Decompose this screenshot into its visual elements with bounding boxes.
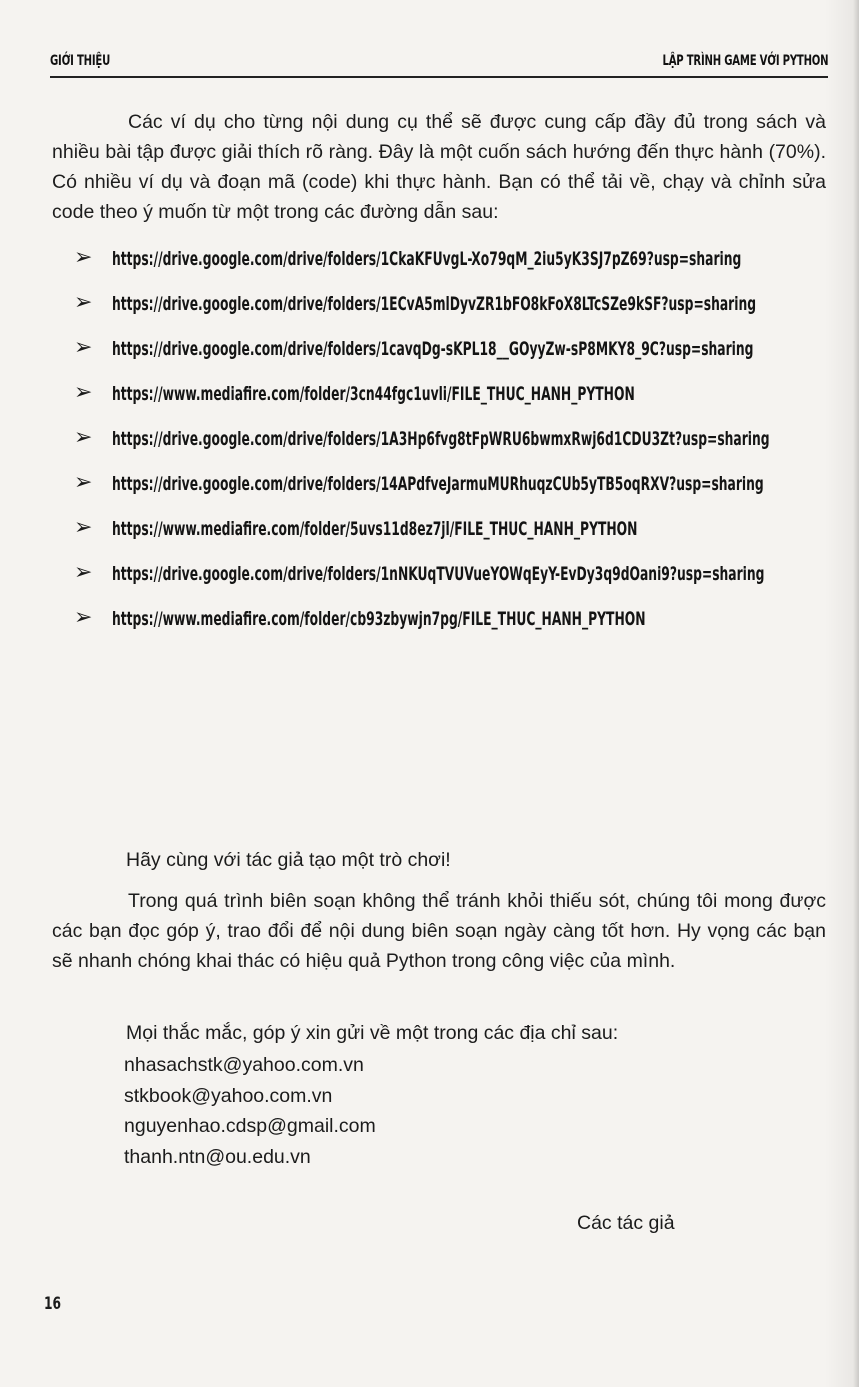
page-edge-shadow — [853, 0, 859, 1387]
link-item — [74, 603, 834, 635]
arrow-bullet-icon: ➢ — [74, 379, 93, 404]
download-link[interactable]: https://www.mediafire.com/folder/5uvs11d8ez7jl/FILE_THUC_HANH_PYTHON — [112, 518, 638, 540]
author-signature: Các tác giả — [577, 1212, 675, 1234]
arrow-bullet-icon: ➢ — [74, 559, 93, 584]
contact-email[interactable]: thanh.ntn@ou.edu.vn — [124, 1145, 311, 1168]
download-link[interactable]: https://drive.google.com/drive/folders/14APdfveJarmuMURhuqzCUb5yTB5oqRXV?usp=sharing — [112, 473, 764, 495]
link-item — [74, 378, 834, 410]
contact-email[interactable]: nguyenhao.cdsp@gmail.com — [124, 1115, 376, 1137]
arrow-bullet-icon: ➢ — [74, 289, 93, 314]
running-header — [50, 50, 828, 78]
download-link[interactable]: https://www.mediafire.com/folder/3cn44fgc1uvli/FILE_THUC_HANH_PYTHON — [112, 383, 635, 405]
download-link[interactable]: https://drive.google.com/drive/folders/1A3Hp6fvg8tFpWRU6bwmxRwj6d1CDU3Zt?usp=sharing — [112, 428, 770, 450]
link-item — [74, 423, 834, 455]
closing-line: Hãy cùng với tác giả tạo một trò chơi! — [126, 849, 451, 871]
arrow-bullet-icon: ➢ — [74, 514, 93, 539]
link-item — [74, 243, 834, 275]
arrow-bullet-icon: ➢ — [74, 334, 93, 359]
download-link[interactable]: https://drive.google.com/drive/folders/1cavqDg-sKPL18__GOyyZw-sP8MKY8_9C?usp=sharing — [112, 338, 754, 360]
arrow-bullet-icon: ➢ — [74, 604, 93, 629]
download-link[interactable]: https://drive.google.com/drive/folders/1CkaKFUvgL-Xo79qM_2iu5yK3SJ7pZ69?usp=sharing — [112, 248, 742, 270]
feedback-paragraph: Trong quá trình biên soạn không thể tránh khỏi thiếu sót, chúng tôi mong được các bạn đọc góp ý, trao đổi để nội dung biên soạn ngày càng tốt hơn. Hy vọng các bạn sẽ nhanh chóng khai thác có hiệu quả Python trong công việc của mình. — [52, 890, 826, 972]
link-item — [74, 468, 834, 500]
link-item — [74, 288, 834, 320]
link-item — [74, 513, 834, 545]
contact-email[interactable]: nhasachstk@yahoo.com.vn — [124, 1054, 364, 1076]
download-link[interactable]: https://drive.google.com/drive/folders/1ECvA5mlDyvZR1bFO8kFoX8LTcSZe9kSF?usp=sharing — [112, 293, 757, 315]
contact-list — [124, 1050, 376, 1172]
header-book-title: LẬP TRÌNH GAME VỚI PYTHON — [662, 53, 828, 69]
intro-paragraph: Các ví dụ cho từng nội dung cụ thể sẽ được cung cấp đầy đủ trong sách và nhiều bài tập được giải thích rõ ràng. Đây là một cuốn sách hướng đến thực hành (70%). Có nhiều ví dụ và đoạn mã (code) khi thực hành. Bạn có thể tải về, chạy và chỉnh sửa code theo ý muốn từ một trong các đường dẫn sau: — [52, 111, 826, 223]
contact-email[interactable]: stkbook@yahoo.com.vn — [124, 1084, 333, 1107]
arrow-bullet-icon: ➢ — [74, 424, 93, 449]
download-link[interactable]: https://drive.google.com/drive/folders/1nNKUqTVUVueYOWqEyY-EvDy3q9dOani9?usp=sharing — [112, 563, 765, 585]
download-links-list — [74, 243, 834, 648]
link-item — [74, 333, 834, 365]
link-item — [74, 558, 834, 590]
arrow-bullet-icon: ➢ — [74, 244, 93, 269]
page-number: 16 — [44, 1294, 62, 1314]
download-link[interactable]: https://www.mediafire.com/folder/cb93zbywjn7pg/FILE_THUC_HANH_PYTHON — [112, 608, 646, 630]
arrow-bullet-icon: ➢ — [74, 469, 93, 494]
header-section-title: GIỚI THIỆU — [50, 53, 111, 69]
contact-intro: Mọi thắc mắc, góp ý xin gửi về một trong các địa chỉ sau: — [126, 1022, 619, 1044]
